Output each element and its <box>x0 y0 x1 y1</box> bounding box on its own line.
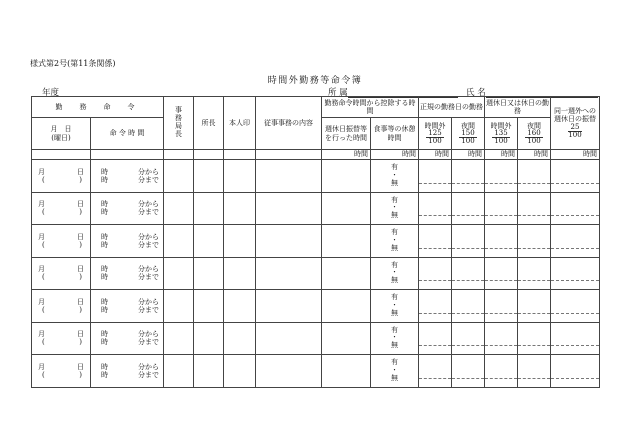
night-160-cell[interactable] <box>518 160 551 193</box>
date-cell[interactable]: 月 日 ( ) <box>32 355 91 388</box>
header-deduction: 勤務命令時間から控除する時間 <box>322 97 419 118</box>
overtime-135-cell[interactable] <box>485 225 518 258</box>
header-transfer-time: 週休日振替等を行った時間 <box>322 118 371 150</box>
date-cell[interactable]: 月 日 ( ) <box>32 225 91 258</box>
personal-seal-cell[interactable] <box>224 257 256 290</box>
order-time-cell[interactable]: 時 分から 時 分まで <box>91 355 164 388</box>
order-time-cell[interactable]: 時 分から 時 分まで <box>91 225 164 258</box>
night-150-cell[interactable] <box>452 225 485 258</box>
night-160-cell[interactable] <box>518 322 551 355</box>
table-row <box>32 290 600 323</box>
night-150-cell[interactable] <box>452 257 485 290</box>
meal-break-cell[interactable]: 有 ・ 無 <box>371 322 419 355</box>
personal-seal-cell[interactable] <box>224 192 256 225</box>
night-150-cell[interactable] <box>452 355 485 388</box>
date-cell[interactable]: 月 日 ( ) <box>32 160 91 193</box>
chief-seal-cell[interactable] <box>194 355 224 388</box>
transfer-time-cell[interactable] <box>322 160 371 193</box>
meal-break-cell[interactable]: 有 ・ 無 <box>371 192 419 225</box>
transfer-25-cell[interactable] <box>551 290 600 323</box>
director-seal-cell[interactable] <box>164 225 194 258</box>
form-number: 様式第2号(第11条関係) <box>30 59 116 68</box>
overtime-135-cell[interactable] <box>485 257 518 290</box>
header-personal-seal: 本人印 <box>224 97 256 150</box>
header-work-content: 従事事務の内容 <box>256 97 322 150</box>
header-office-chief: 所長 <box>194 97 224 150</box>
transfer-time-cell[interactable] <box>322 192 371 225</box>
work-content-cell[interactable] <box>256 192 322 225</box>
year-label: 年度 <box>42 88 60 98</box>
order-time-cell[interactable]: 時 分から 時 分まで <box>91 160 164 193</box>
transfer-time-cell[interactable] <box>322 290 371 323</box>
header-meal-break: 食事等の休憩時間 <box>371 118 419 150</box>
header-transfer-outside-week: 同一週外への週休日の振替 $\frac{25}{100}$ <box>551 97 600 150</box>
meal-break-cell[interactable]: 有 ・ 無 <box>371 160 419 193</box>
night-160-cell[interactable] <box>518 225 551 258</box>
overtime-135-cell[interactable] <box>485 322 518 355</box>
overtime-135-cell[interactable] <box>485 290 518 323</box>
transfer-25-cell[interactable] <box>551 160 600 193</box>
chief-seal-cell[interactable] <box>194 192 224 225</box>
chief-seal-cell[interactable] <box>194 225 224 258</box>
personal-seal-cell[interactable] <box>224 160 256 193</box>
overtime-125-cell[interactable] <box>419 225 452 258</box>
header-overtime-125: 時間外 $\frac{125}{100}$ <box>419 118 452 150</box>
order-time-cell[interactable]: 時 分から 時 分まで <box>91 257 164 290</box>
date-cell[interactable]: 月 日 ( ) <box>32 192 91 225</box>
unit-hour: 時間 <box>485 150 518 160</box>
header-work-order: 勤 務 命 令 <box>32 97 164 118</box>
order-time-cell[interactable]: 時 分から 時 分まで <box>91 290 164 323</box>
order-time-cell[interactable]: 時 分から 時 分まで <box>91 322 164 355</box>
director-seal-cell[interactable] <box>164 160 194 193</box>
meal-break-cell[interactable]: 有 ・ 無 <box>371 355 419 388</box>
unit-hour: 時間 <box>551 150 600 160</box>
personal-seal-cell[interactable] <box>224 290 256 323</box>
overtime-125-cell[interactable] <box>419 257 452 290</box>
night-150-cell[interactable] <box>452 160 485 193</box>
unit-hour: 時間 <box>419 150 452 160</box>
meal-break-cell[interactable]: 有 ・ 無 <box>371 257 419 290</box>
director-seal-cell[interactable] <box>164 257 194 290</box>
table-row <box>32 257 600 290</box>
transfer-25-cell[interactable] <box>551 257 600 290</box>
date-cell[interactable]: 月 日 ( ) <box>32 322 91 355</box>
night-150-cell[interactable] <box>452 322 485 355</box>
director-seal-cell[interactable] <box>164 355 194 388</box>
header-order-time: 命 令 時 間 <box>91 118 164 150</box>
work-content-cell[interactable] <box>256 225 322 258</box>
transfer-time-cell[interactable] <box>322 257 371 290</box>
night-160-cell[interactable] <box>518 192 551 225</box>
meal-break-cell[interactable]: 有 ・ 無 <box>371 290 419 323</box>
work-content-cell[interactable] <box>256 322 322 355</box>
transfer-time-cell[interactable] <box>322 322 371 355</box>
unit-hour: 時間 <box>518 150 551 160</box>
table-row <box>32 160 600 193</box>
overtime-125-cell[interactable] <box>419 355 452 388</box>
table-row <box>32 355 600 388</box>
name-label: 氏 名 <box>466 88 486 98</box>
night-160-cell[interactable] <box>518 257 551 290</box>
header-date: 月 日 (曜日) <box>32 118 91 150</box>
night-160-cell[interactable] <box>518 290 551 323</box>
night-160-cell[interactable] <box>518 355 551 388</box>
personal-seal-cell[interactable] <box>224 225 256 258</box>
work-content-cell[interactable] <box>256 160 322 193</box>
units-row <box>32 150 600 160</box>
header-regular-day: 正規の勤務日の勤務 <box>419 97 485 118</box>
department-label: 所 属 <box>328 88 348 98</box>
transfer-time-cell[interactable] <box>322 355 371 388</box>
chief-seal-cell[interactable] <box>194 290 224 323</box>
table-row <box>32 225 600 258</box>
transfer-25-cell[interactable] <box>551 225 600 258</box>
work-content-cell[interactable] <box>256 355 322 388</box>
transfer-25-cell[interactable] <box>551 355 600 388</box>
meal-break-cell[interactable]: 有 ・ 無 <box>371 225 419 258</box>
overtime-order-ledger <box>31 96 600 388</box>
overtime-135-cell[interactable] <box>485 192 518 225</box>
date-cell[interactable]: 月 日 ( ) <box>32 257 91 290</box>
overtime-125-cell[interactable] <box>419 290 452 323</box>
header-night-160: 夜間 $\frac{160}{100}$ <box>518 118 551 150</box>
director-seal-cell[interactable] <box>164 290 194 323</box>
chief-seal-cell[interactable] <box>194 322 224 355</box>
work-content-cell[interactable] <box>256 257 322 290</box>
header-director: 事務局長 <box>164 97 194 150</box>
personal-seal-cell[interactable] <box>224 355 256 388</box>
overtime-135-cell[interactable] <box>485 160 518 193</box>
personal-seal-cell[interactable] <box>224 322 256 355</box>
chief-seal-cell[interactable] <box>194 257 224 290</box>
overtime-125-cell[interactable] <box>419 160 452 193</box>
overtime-125-cell[interactable] <box>419 192 452 225</box>
overtime-135-cell[interactable] <box>485 355 518 388</box>
header-night-150: 夜間 $\frac{150}{100}$ <box>452 118 485 150</box>
header-overtime-135: 時間外 $\frac{135}{100}$ <box>485 118 518 150</box>
overtime-125-cell[interactable] <box>419 322 452 355</box>
director-seal-cell[interactable] <box>164 322 194 355</box>
director-seal-cell[interactable] <box>164 192 194 225</box>
transfer-25-cell[interactable] <box>551 192 600 225</box>
page-title: 時間外勤務等命令簿 <box>267 76 363 86</box>
header-holiday: 週休日又は休日の勤務 <box>485 97 551 118</box>
transfer-25-cell[interactable] <box>551 322 600 355</box>
chief-seal-cell[interactable] <box>194 160 224 193</box>
table-row <box>32 322 600 355</box>
order-time-cell[interactable]: 時 分から 時 分まで <box>91 192 164 225</box>
work-content-cell[interactable] <box>256 290 322 323</box>
unit-hour: 時間 <box>452 150 485 160</box>
date-cell[interactable]: 月 日 ( ) <box>32 290 91 323</box>
night-150-cell[interactable] <box>452 192 485 225</box>
table-row <box>32 192 600 225</box>
unit-hour: 時間 <box>322 150 371 160</box>
transfer-time-cell[interactable] <box>322 225 371 258</box>
unit-hour: 時間 <box>371 150 419 160</box>
night-150-cell[interactable] <box>452 290 485 323</box>
